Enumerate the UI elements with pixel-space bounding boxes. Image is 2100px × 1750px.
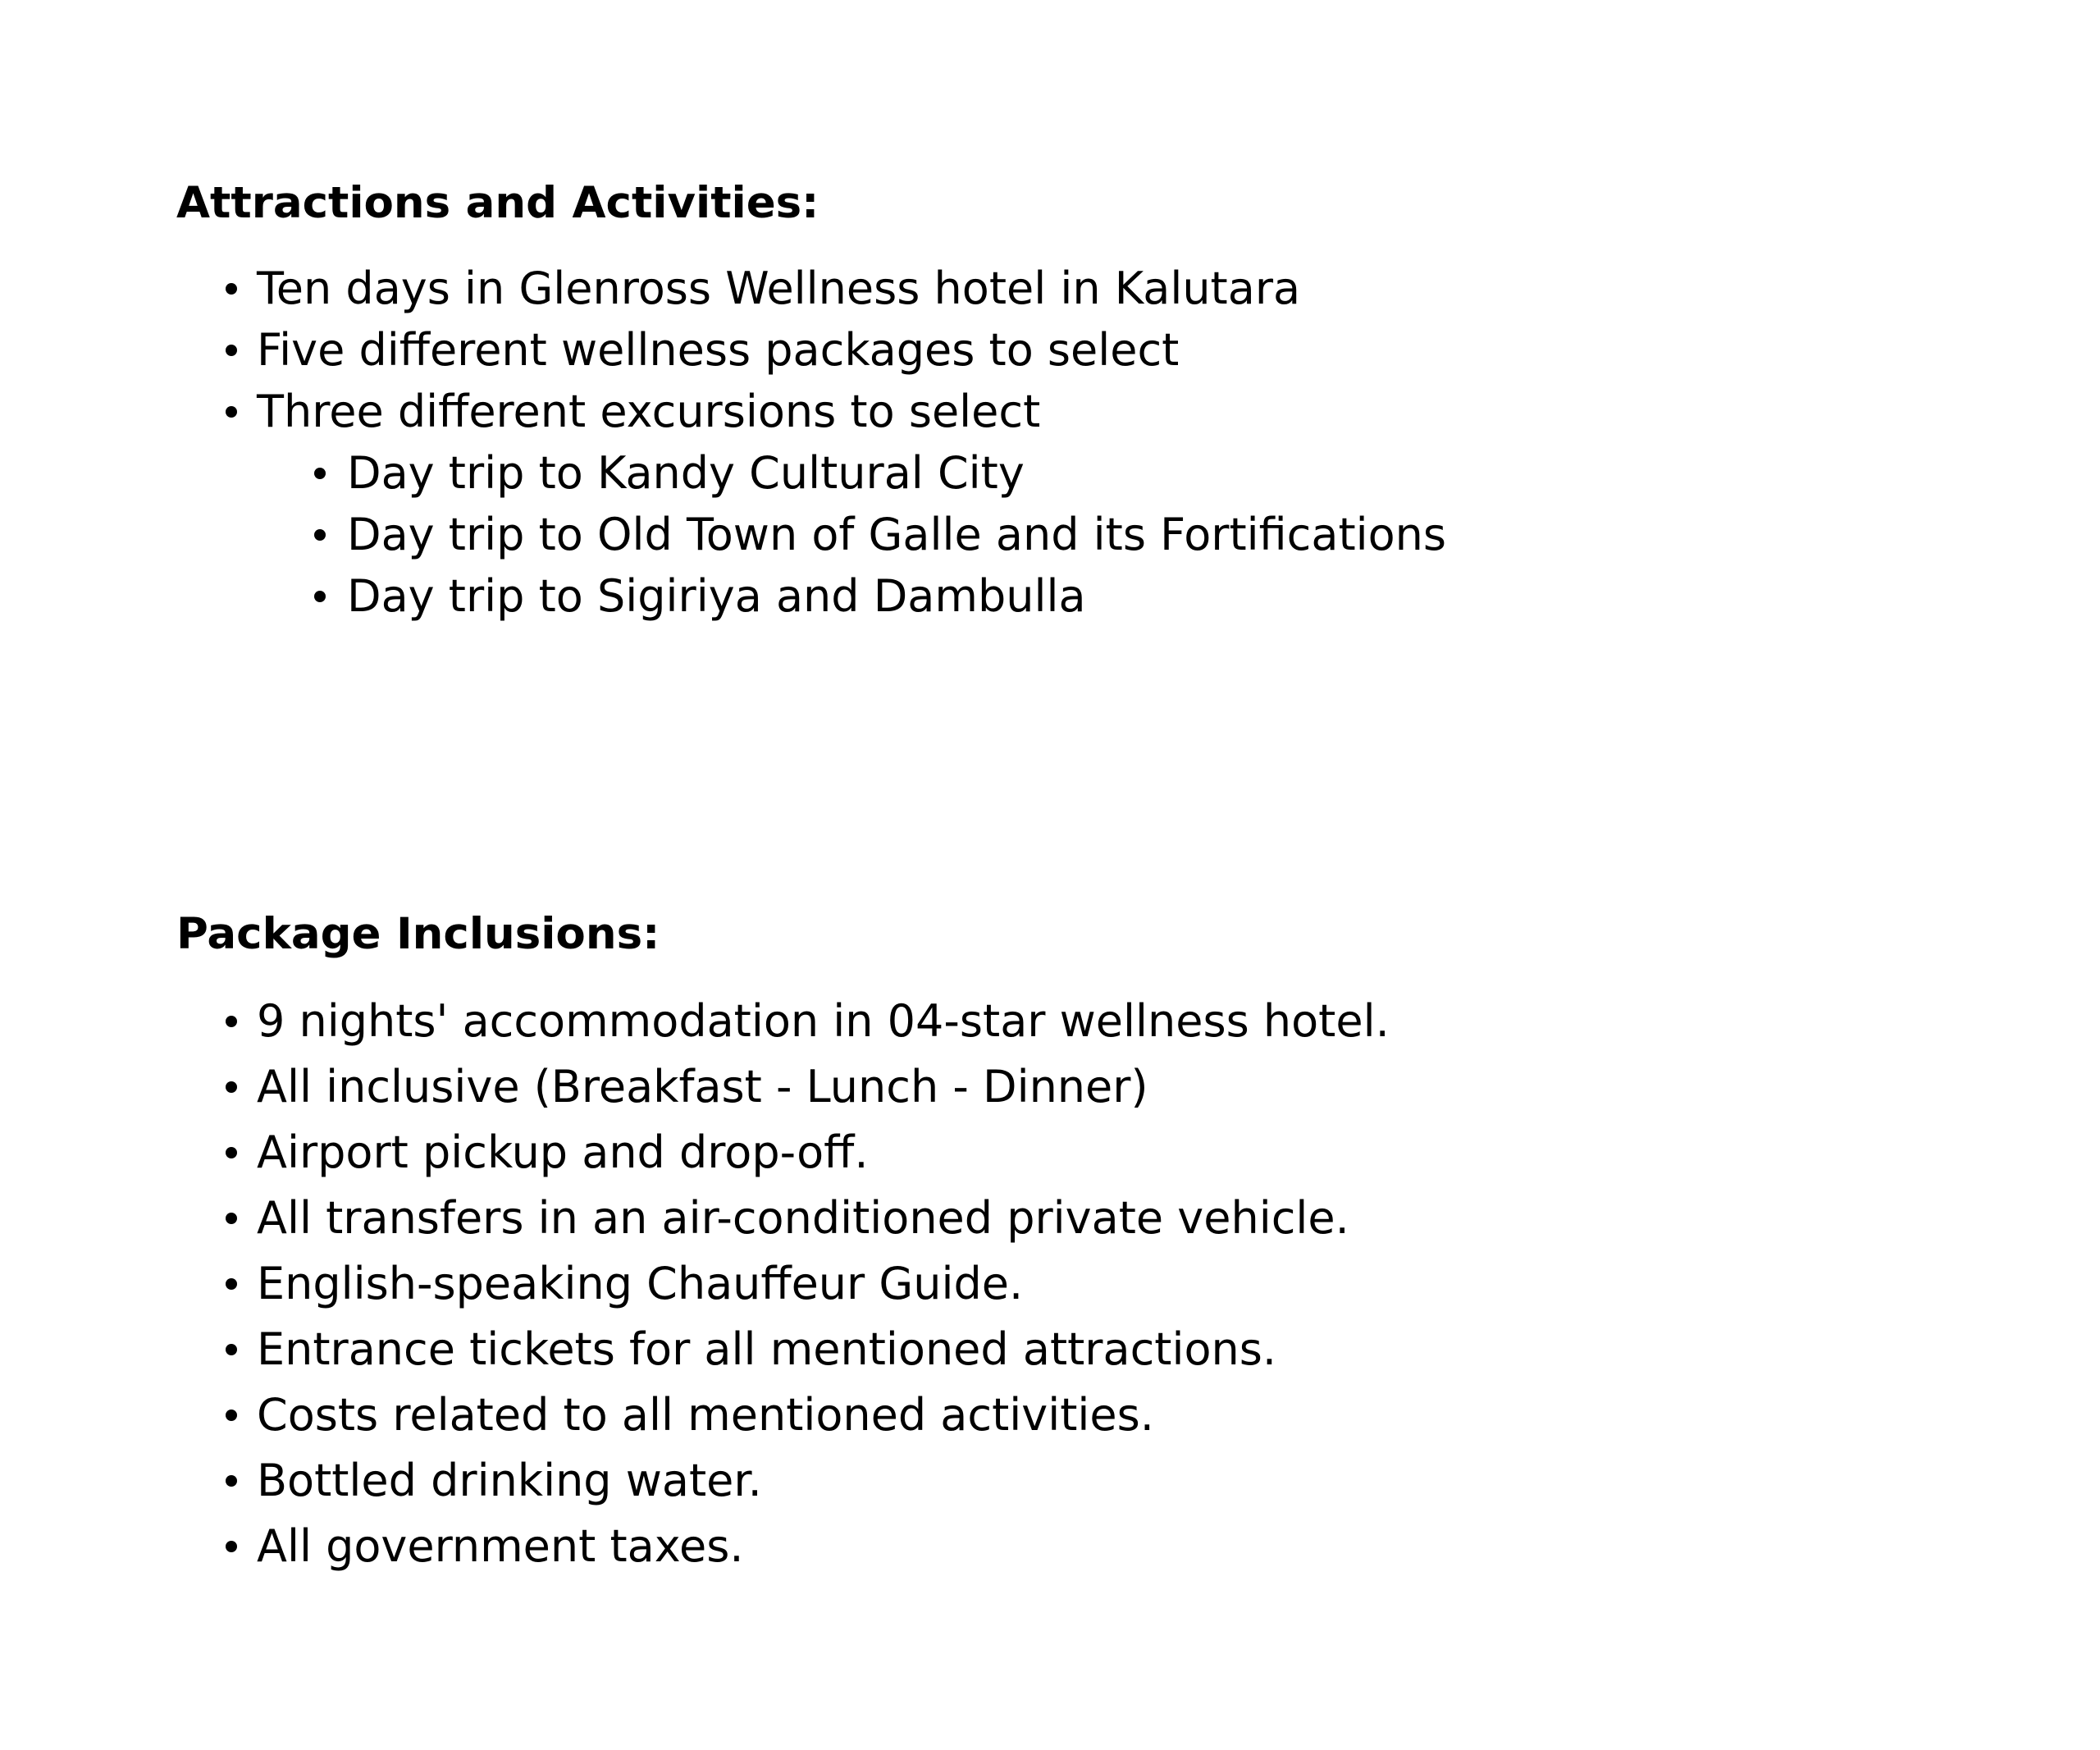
list-item: [176, 1251, 1390, 1317]
bullet-icon: [226, 406, 237, 418]
list-item-text: All government taxes.: [257, 1520, 744, 1572]
list-item-text: 9 nights' accommodation in 04-star wellness hotel.: [257, 995, 1390, 1047]
bullet-icon: [226, 1278, 237, 1290]
list-item: [176, 381, 1446, 442]
bullet-icon: [226, 1344, 237, 1355]
list-item-text: Bottled drinking water.: [257, 1455, 762, 1506]
list-item: [176, 1514, 1390, 1579]
bullet-icon: [226, 1016, 237, 1027]
bullet-icon: [226, 1541, 237, 1552]
list-item-text: Airport pickup and drop-off.: [257, 1126, 869, 1178]
attractions-list: [176, 258, 1446, 442]
list-item-text: English-speaking Chauffeur Guide.: [257, 1258, 1024, 1309]
list-item-text: Three different excursions to select: [257, 386, 1041, 437]
list-item: [176, 1054, 1390, 1120]
attractions-heading: Attractions and Activities:: [176, 178, 819, 228]
sub-list-item-text: Day trip to Sigiriya and Dambulla: [347, 570, 1086, 622]
sub-list-item-text: Day trip to Old Town of Galle and its Fortifications: [347, 509, 1447, 560]
list-item-text: Entrance tickets for all mentioned attractions.: [257, 1323, 1277, 1375]
list-item: [176, 258, 1446, 319]
list-item: [176, 1382, 1390, 1448]
sub-list-item: [176, 442, 1446, 504]
list-item-text: Costs related to all mentioned activities.: [257, 1389, 1154, 1441]
bullet-icon: [314, 468, 326, 479]
list-item-text: All inclusive (Breakfast - Lunch - Dinner): [257, 1061, 1148, 1113]
bullet-icon: [226, 1475, 237, 1487]
list-item: [176, 1120, 1390, 1186]
bullet-icon: [226, 1147, 237, 1158]
list-item: [176, 1448, 1390, 1514]
sub-list-item-text: Day trip to Kandy Cultural City: [347, 447, 1025, 499]
bullet-icon: [226, 283, 237, 295]
bullet-icon: [226, 345, 237, 356]
excursions-list: [176, 442, 1446, 627]
bullet-icon: [226, 1213, 237, 1224]
inclusions-list: [176, 989, 1390, 1579]
bullet-icon: [226, 1081, 237, 1093]
list-item-text: All transfers in an air-conditioned private vehicle.: [257, 1192, 1349, 1244]
bullet-icon: [314, 591, 326, 602]
inclusions-heading: Package Inclusions:: [176, 909, 660, 959]
list-item: [176, 1317, 1390, 1382]
inclusions-section: [176, 905, 1390, 1579]
list-item-text: Five different wellness packages to select: [257, 324, 1180, 376]
bullet-icon: [226, 1410, 237, 1421]
list-item-text: Ten days in Glenross Wellness hotel in Kalutara: [257, 263, 1301, 314]
sub-list-item: [176, 565, 1446, 627]
list-item: [176, 989, 1390, 1054]
sub-list-item: [176, 504, 1446, 565]
list-item: [176, 1186, 1390, 1251]
attractions-section: [176, 174, 1446, 627]
bullet-icon: [314, 529, 326, 541]
list-item: [176, 319, 1446, 381]
